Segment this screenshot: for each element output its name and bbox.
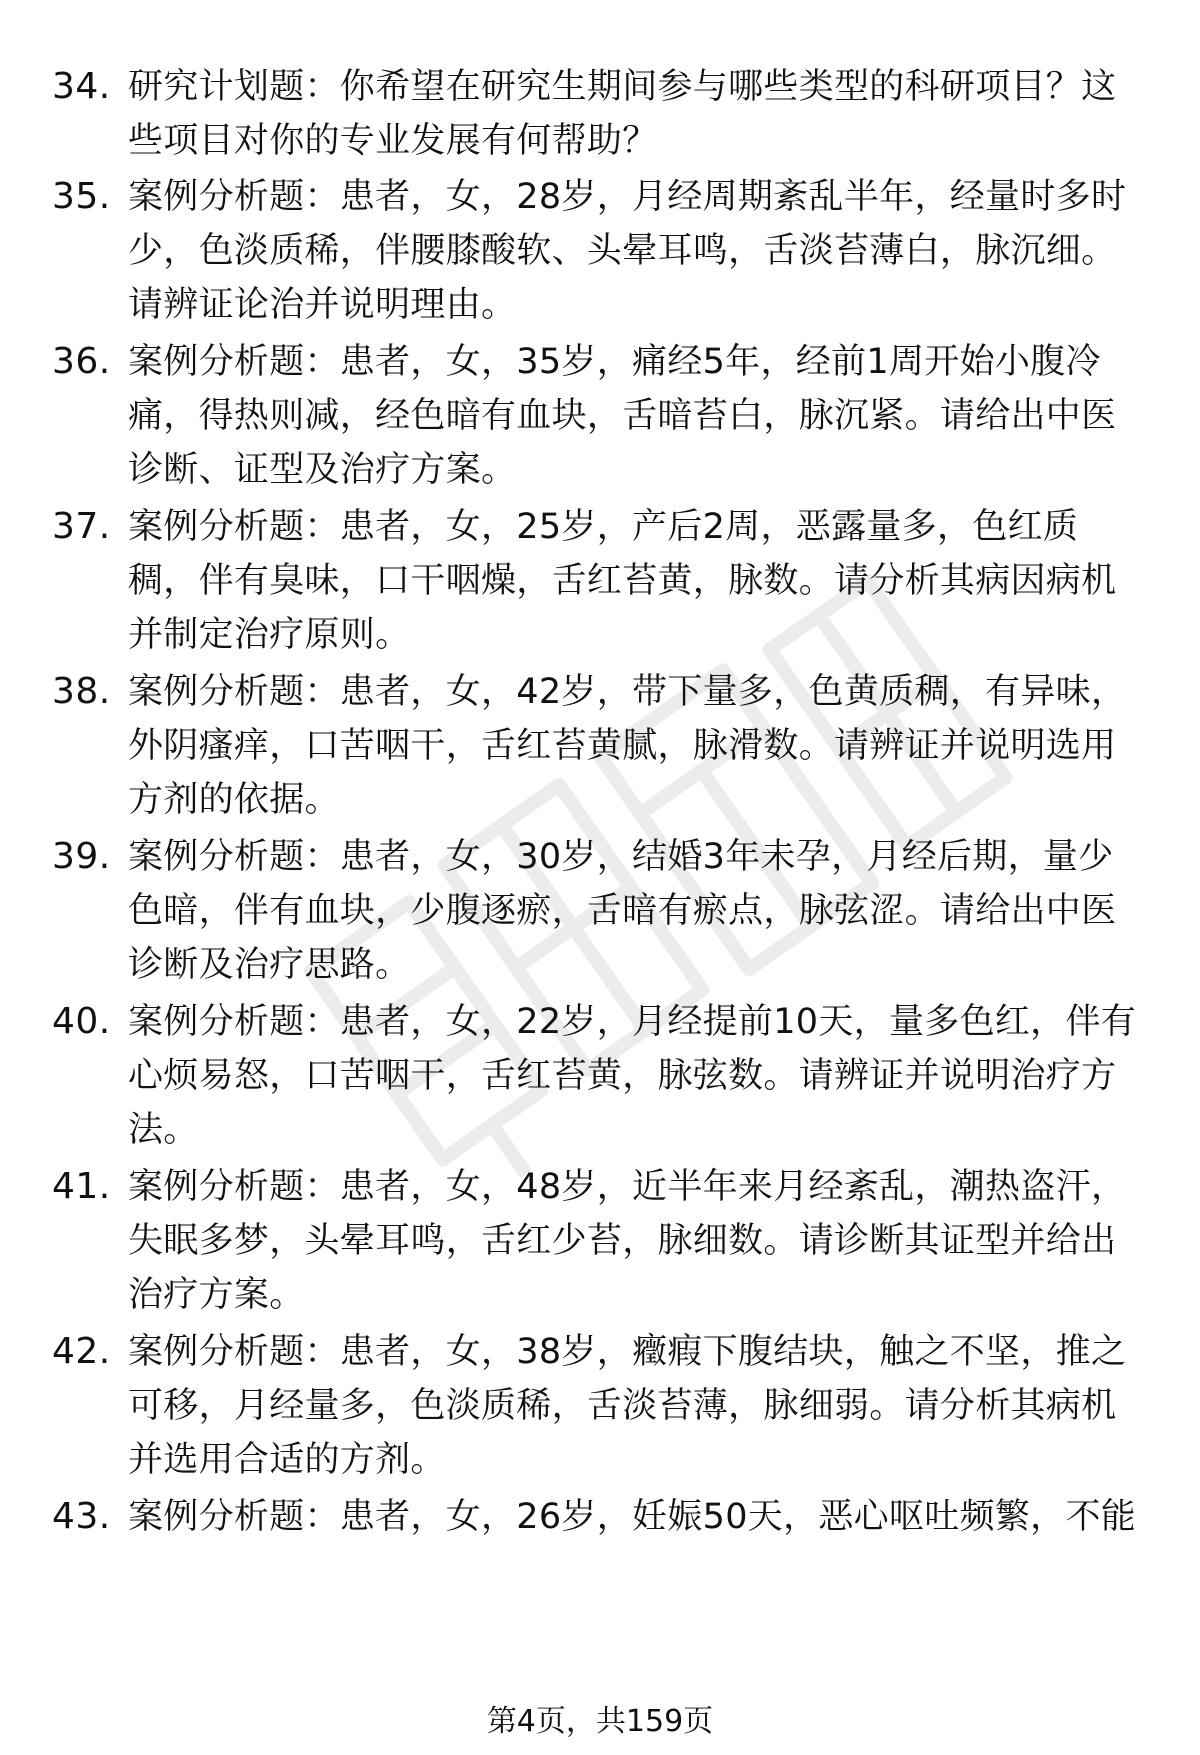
question-number: 37. (52, 506, 111, 547)
question-number: 41. (52, 1166, 111, 1207)
question-number: 43. (52, 1496, 111, 1537)
question-item (0, 1160, 1200, 1330)
question-number: 34. (52, 66, 111, 107)
question-text: 案例分析题：患者，女，42岁，带下量多，色黄质稠，有异味，外阴瘙痒，口苦咽干，舌红苔黄腻，脉滑数。请辨证并说明选用方剂的依据。 (128, 672, 1127, 820)
question-text: 案例分析题：患者，女，48岁，近半年来月经紊乱，潮热盗汗，失眠多梦，头晕耳鸣，舌红少苔，脉细数。请诊断其证型并给出治疗方案。 (128, 1167, 1127, 1315)
question-text: 案例分析题：患者，女，35岁，痛经5年，经前1周开始小腹冷痛，得热则减，经色暗有血块，舌暗苔白，脉沉紧。请给出中医诊断、证型及治疗方案。 (128, 342, 1117, 490)
question-item (0, 335, 1200, 505)
question-text: 案例分析题：患者，女，22岁，月经提前10天，量多色红，伴有心烦易怒，口苦咽干，舌红苔黄，脉弦数。请辨证并说明治疗方法。 (128, 1002, 1137, 1150)
question-number: 36. (52, 341, 111, 382)
question-number: 38. (52, 671, 111, 712)
question-item (0, 995, 1200, 1165)
question-number: 42. (52, 1331, 111, 1372)
question-text: 案例分析题：患者，女，38岁，癥瘕下腹结块，触之不坚，推之可移，月经量多，色淡质稀，舌淡苔薄，脉细弱。请分析其病机并选用合适的方剂。 (128, 1332, 1127, 1480)
question-text: 案例分析题：患者，女，30岁，结婚3年未孕，月经后期，量少色暗，伴有血块，少腹逐瘀，舌暗有瘀点，脉弦涩。请给出中医诊断及治疗思路。 (128, 837, 1117, 985)
question-text: 案例分析题：患者，女，25岁，产后2周，恶露量多，色红质稠，伴有臭味，口干咽燥，舌红苔黄，脉数。请分析其病因病机并制定治疗原则。 (128, 507, 1117, 655)
question-item (0, 665, 1200, 835)
question-item (0, 1490, 1200, 1550)
question-number: 40. (52, 1001, 111, 1042)
question-item (0, 170, 1200, 340)
question-text: 案例分析题：患者，女，28岁，月经周期紊乱半年，经量时多时少，色淡质稀，伴腰膝酸软、头晕耳鸣，舌淡苔薄白，脉沉细。请辨证论治并说明理由。 (128, 177, 1127, 325)
question-text: 研究计划题：你希望在研究生期间参与哪些类型的科研项目？这些项目对你的专业发展有何帮助？ (128, 67, 1117, 161)
page-number-label: 第4页，共159页 (486, 1704, 714, 1739)
question-text: 案例分析题：患者，女，26岁，妊娠50天，恶心呕吐频繁，不能 (128, 1497, 1137, 1537)
page-footer (0, 1702, 1200, 1742)
question-number: 35. (52, 176, 111, 217)
question-item (0, 1325, 1200, 1495)
question-number: 39. (52, 836, 111, 877)
question-item (0, 500, 1200, 670)
question-item (0, 830, 1200, 1000)
